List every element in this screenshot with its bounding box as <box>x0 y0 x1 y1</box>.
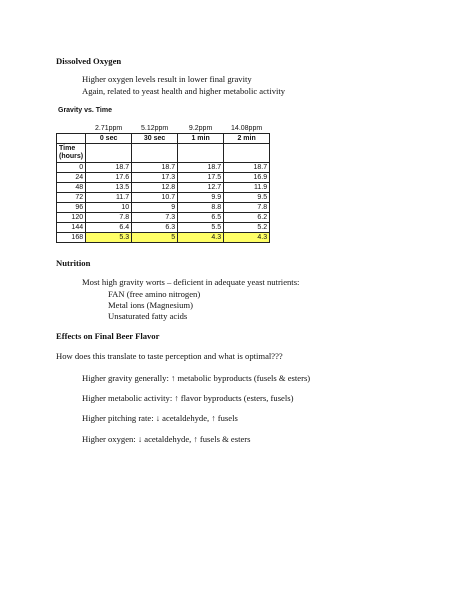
table-row <box>57 163 270 173</box>
effects-line: Higher pitching rate: ↓ acetaldehyde, ↑ fusels <box>82 413 238 423</box>
oxygen-line-2: Again, related to yeast health and higher metabolic activity <box>82 86 286 96</box>
table-time-cell: 72 <box>57 193 86 203</box>
table-value-cell: 17.3 <box>132 173 178 183</box>
table-row <box>57 193 270 203</box>
table-value-cell: 11.7 <box>86 193 132 203</box>
table-ppm-label: 14.08ppm <box>231 125 263 132</box>
table-col-header: 2 min <box>224 134 270 144</box>
table-ppm-row <box>57 124 270 134</box>
table-col-header: 30 sec <box>132 134 178 144</box>
table-row <box>57 233 270 243</box>
nutrition-item: FAN (free amino nitrogen) <box>108 289 201 299</box>
effects-line: Higher gravity generally: ↑ metabolic byproducts (fusels & esters) <box>82 373 311 383</box>
table-value-cell: 6.4 <box>86 223 132 233</box>
table-title: Gravity vs. Time <box>58 107 112 114</box>
table-row-header: Time (hours) <box>57 144 86 163</box>
gravity-table <box>56 124 270 243</box>
table-time-cell: 96 <box>57 203 86 213</box>
oxygen-line-1: Higher oxygen levels result in lower final gravity <box>82 74 252 84</box>
table-value-cell: 6.3 <box>132 223 178 233</box>
table-value-cell: 18.7 <box>224 163 270 173</box>
table-time-cell: 168 <box>57 233 86 243</box>
table-col-header: 0 sec <box>86 134 132 144</box>
table-value-cell: 4.3 <box>178 233 224 243</box>
table-cell-empty <box>178 144 224 163</box>
table-value-cell: 5 <box>132 233 178 243</box>
table-time-cell: 144 <box>57 223 86 233</box>
table-value-cell: 10 <box>86 203 132 213</box>
nutrition-item: Metal ions (Magnesium) <box>108 300 193 310</box>
table-value-cell: 7.8 <box>86 213 132 223</box>
table-row <box>57 213 270 223</box>
table-value-cell: 17.5 <box>178 173 224 183</box>
table-cell-empty <box>86 144 132 163</box>
table-value-cell: 9.9 <box>178 193 224 203</box>
table-value-cell: 6.2 <box>224 213 270 223</box>
table-row <box>57 183 270 193</box>
table-value-cell: 18.7 <box>178 163 224 173</box>
table-value-cell: 17.6 <box>86 173 132 183</box>
section-title-nutrition: Nutrition <box>56 258 91 268</box>
table-col-header: 1 min <box>178 134 224 144</box>
table-value-cell: 16.9 <box>224 173 270 183</box>
table-value-cell: 12.8 <box>132 183 178 193</box>
table-value-cell: 10.7 <box>132 193 178 203</box>
table-value-cell: 12.7 <box>178 183 224 193</box>
table-value-cell: 8.8 <box>178 203 224 213</box>
table-value-cell: 18.7 <box>86 163 132 173</box>
table-row <box>57 203 270 213</box>
table-body <box>57 163 270 243</box>
table-cell-empty <box>224 144 270 163</box>
table-header-row <box>57 134 270 144</box>
table-time-cell: 120 <box>57 213 86 223</box>
table-value-cell: 7.8 <box>224 203 270 213</box>
table-ppm-label: 2.71ppm <box>94 125 123 132</box>
section-title-effects: Effects on Final Beer Flavor <box>56 331 160 341</box>
table-value-cell: 7.3 <box>132 213 178 223</box>
nutrition-intro: Most high gravity worts – deficient in adequate yeast nutrients: <box>82 277 300 287</box>
table-value-cell: 5.5 <box>178 223 224 233</box>
effects-question: How does this translate to taste perception and what is optimal??? <box>56 351 283 361</box>
effects-line: Higher metabolic activity: ↑ flavor byproducts (esters, fusels) <box>82 393 294 403</box>
table-value-cell: 11.9 <box>224 183 270 193</box>
table-row <box>57 173 270 183</box>
table-ppm-label: 5.12ppm <box>140 125 169 132</box>
table-time-header-row <box>57 144 270 163</box>
table-value-cell: 4.3 <box>224 233 270 243</box>
table-time-cell: 24 <box>57 173 86 183</box>
table-value-cell: 5.2 <box>224 223 270 233</box>
section-title-dissolved-oxygen: Dissolved Oxygen <box>56 56 122 66</box>
table-time-cell: 0 <box>57 163 86 173</box>
table-ppm-label: 9.2ppm <box>188 125 213 132</box>
table-header-empty <box>57 134 86 144</box>
nutrition-item: Unsaturated fatty acids <box>108 311 188 321</box>
table-corner <box>57 124 86 134</box>
table-value-cell: 5.3 <box>86 233 132 243</box>
table-time-cell: 48 <box>57 183 86 193</box>
table-cell-empty <box>132 144 178 163</box>
table-value-cell: 18.7 <box>132 163 178 173</box>
table-value-cell: 9 <box>132 203 178 213</box>
table-row <box>57 223 270 233</box>
table-value-cell: 13.5 <box>86 183 132 193</box>
effects-line: Higher oxygen: ↓ acetaldehyde, ↑ fusels & esters <box>82 434 251 444</box>
table-value-cell: 6.5 <box>178 213 224 223</box>
table-value-cell: 9.5 <box>224 193 270 203</box>
